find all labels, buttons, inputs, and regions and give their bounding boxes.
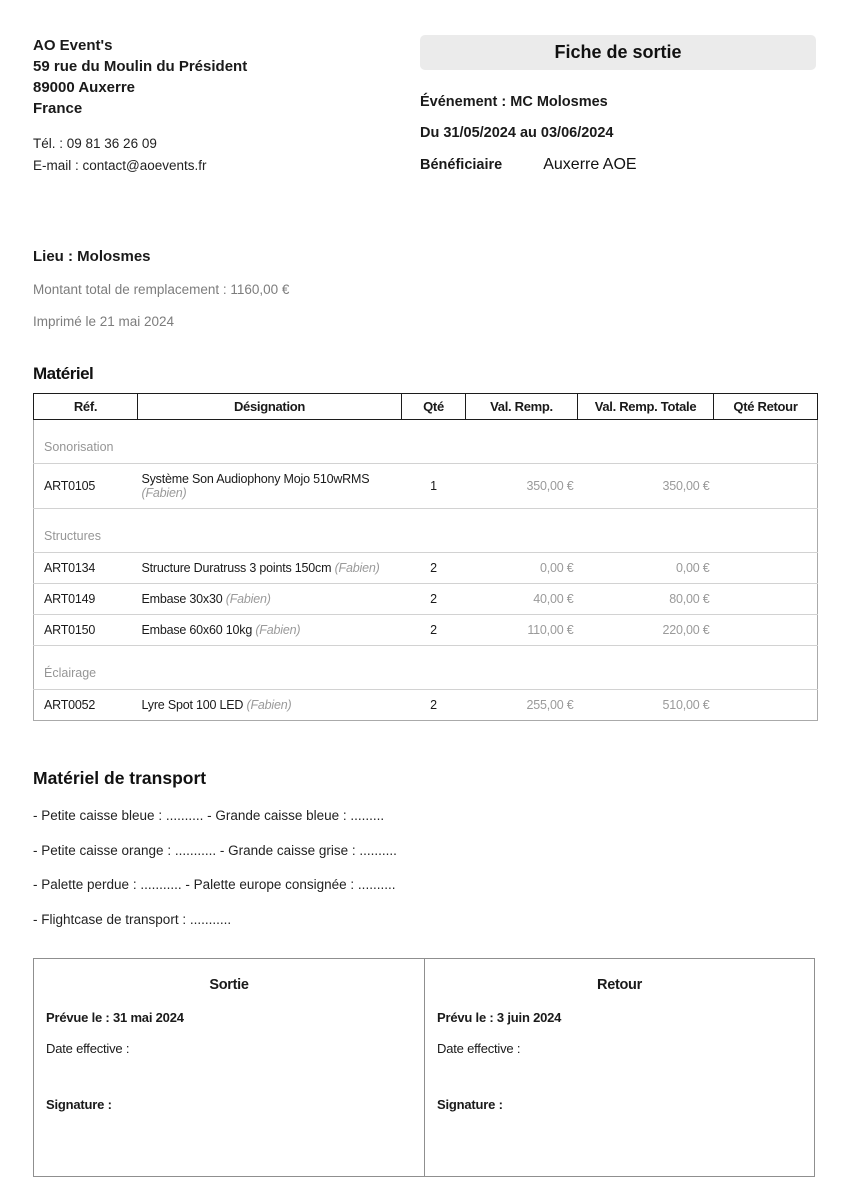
company-contact [33, 133, 413, 177]
material-item-row [34, 553, 818, 584]
retour-signature-label: Signature : [437, 1096, 503, 1112]
retour-box [424, 959, 814, 1176]
material-column-header: Réf. [34, 394, 138, 420]
material-table [33, 393, 818, 721]
material-title: Matériel [33, 364, 94, 383]
company-phone: Tél. : 09 81 36 26 09 [33, 136, 157, 151]
item-qty: 2 [402, 615, 466, 646]
company-block [33, 35, 413, 177]
sortie-planned-date: Prévue le : 31 mai 2024 [46, 1009, 184, 1025]
material-item-row [34, 615, 818, 646]
item-qty: 2 [402, 553, 466, 584]
item-qty-return [714, 584, 818, 615]
item-replacement-value: 0,00 € [466, 553, 578, 584]
signature-boxes [33, 958, 815, 1177]
printed-date-line: Imprimé le 21 mai 2024 [33, 314, 175, 329]
material-column-header: Val. Remp. [466, 394, 578, 420]
item-qty: 2 [402, 690, 466, 721]
item-owner: (Fabien) [225, 592, 271, 606]
company-email: E-mail : contact@aoevents.fr [33, 158, 207, 173]
total-replacement-line: Montant total de remplacement : 1160,00 € [33, 282, 290, 297]
company-name: AO Event's [33, 37, 113, 54]
company-address-street: 59 rue du Moulin du Président [33, 58, 248, 75]
item-designation [138, 615, 402, 646]
item-ref: ART0150 [34, 615, 138, 646]
company-address-country: France [33, 100, 83, 117]
item-qty-return [714, 690, 818, 721]
event-info-section [33, 248, 816, 329]
item-replacement-value: 255,00 € [466, 690, 578, 721]
company-address-city: 89000 Auxerre [33, 79, 136, 96]
sortie-effective-date-label: Date effective : [46, 1040, 130, 1056]
transport-title: Matériel de transport [33, 768, 207, 788]
item-replacement-value: 40,00 € [466, 584, 578, 615]
material-item-row [34, 690, 818, 721]
top-section [33, 35, 816, 177]
event-line: Événement : MC Molosmes [420, 94, 608, 110]
sortie-title: Sortie [209, 976, 249, 993]
item-designation-text: Système Son Audiophony Mojo 510wRMS [141, 472, 370, 486]
item-replacement-value: 110,00 € [466, 615, 578, 646]
item-ref: ART0149 [34, 584, 138, 615]
transport-line: - Palette perdue : ........... - Palette europe consignée : .......... [33, 877, 396, 892]
material-group-name: Éclairage [34, 646, 818, 690]
material-column-header: Val. Remp. Totale [578, 394, 714, 420]
item-replacement-total: 220,00 € [578, 615, 714, 646]
beneficiary-line [420, 156, 816, 174]
material-group-name: Structures [34, 509, 818, 553]
transport-section [33, 768, 816, 927]
item-owner: (Fabien) [255, 623, 301, 637]
material-table-body [34, 420, 818, 721]
item-qty-return [714, 464, 818, 509]
item-designation [138, 553, 402, 584]
item-designation [138, 584, 402, 615]
item-designation [138, 690, 402, 721]
material-group-row [34, 509, 818, 553]
item-replacement-total: 350,00 € [578, 464, 714, 509]
material-header-row [34, 394, 818, 420]
document-header [420, 35, 816, 174]
item-replacement-value: 350,00 € [466, 464, 578, 509]
location-line: Lieu : Molosmes [33, 248, 151, 265]
item-owner: (Fabien) [246, 698, 292, 712]
retour-effective-date-label: Date effective : [437, 1040, 521, 1056]
material-group-row [34, 420, 818, 464]
material-column-header: Désignation [138, 394, 402, 420]
document-title: Fiche de sortie [420, 35, 816, 70]
item-ref: ART0052 [34, 690, 138, 721]
material-group-name: Sonorisation [34, 420, 818, 464]
material-table-header [34, 394, 818, 420]
retour-title: Retour [597, 976, 642, 993]
material-item-row [34, 584, 818, 615]
transport-line: - Flightcase de transport : ........... [33, 911, 232, 927]
material-column-header: Qté [402, 394, 466, 420]
material-section [33, 364, 816, 721]
transport-line: - Petite caisse bleue : .......... - Grande caisse bleue : ......... [33, 808, 385, 823]
item-qty: 1 [402, 464, 466, 509]
sortie-signature-label: Signature : [46, 1096, 112, 1112]
item-qty-return [714, 553, 818, 584]
item-designation-text: Embase 30x30 [141, 592, 226, 606]
item-qty-return [714, 615, 818, 646]
item-replacement-total: 80,00 € [578, 584, 714, 615]
item-designation-text: Structure Duratruss 3 points 150cm [141, 561, 335, 575]
transport-line: - Petite caisse orange : ........... - Grande caisse grise : .......... [33, 842, 397, 858]
material-column-header: Qté Retour [714, 394, 818, 420]
item-designation-text: Embase 60x60 10kg [141, 623, 256, 637]
beneficiary-value: Auxerre AOE [543, 156, 637, 173]
material-group-row [34, 646, 818, 690]
sortie-box [34, 959, 424, 1176]
item-replacement-total: 510,00 € [578, 690, 714, 721]
item-owner: (Fabien) [334, 561, 380, 575]
retour-planned-date: Prévu le : 3 juin 2024 [437, 1009, 562, 1025]
item-designation-text: Lyre Spot 100 LED [141, 698, 247, 712]
item-owner: (Fabien) [141, 486, 187, 500]
item-replacement-total: 0,00 € [578, 553, 714, 584]
item-ref: ART0105 [34, 464, 138, 509]
beneficiary-label: Bénéficiaire [420, 157, 503, 173]
item-ref: ART0134 [34, 553, 138, 584]
item-qty: 2 [402, 584, 466, 615]
item-designation [138, 464, 402, 509]
material-item-row [34, 464, 818, 509]
dates-line: Du 31/05/2024 au 03/06/2024 [420, 125, 614, 141]
